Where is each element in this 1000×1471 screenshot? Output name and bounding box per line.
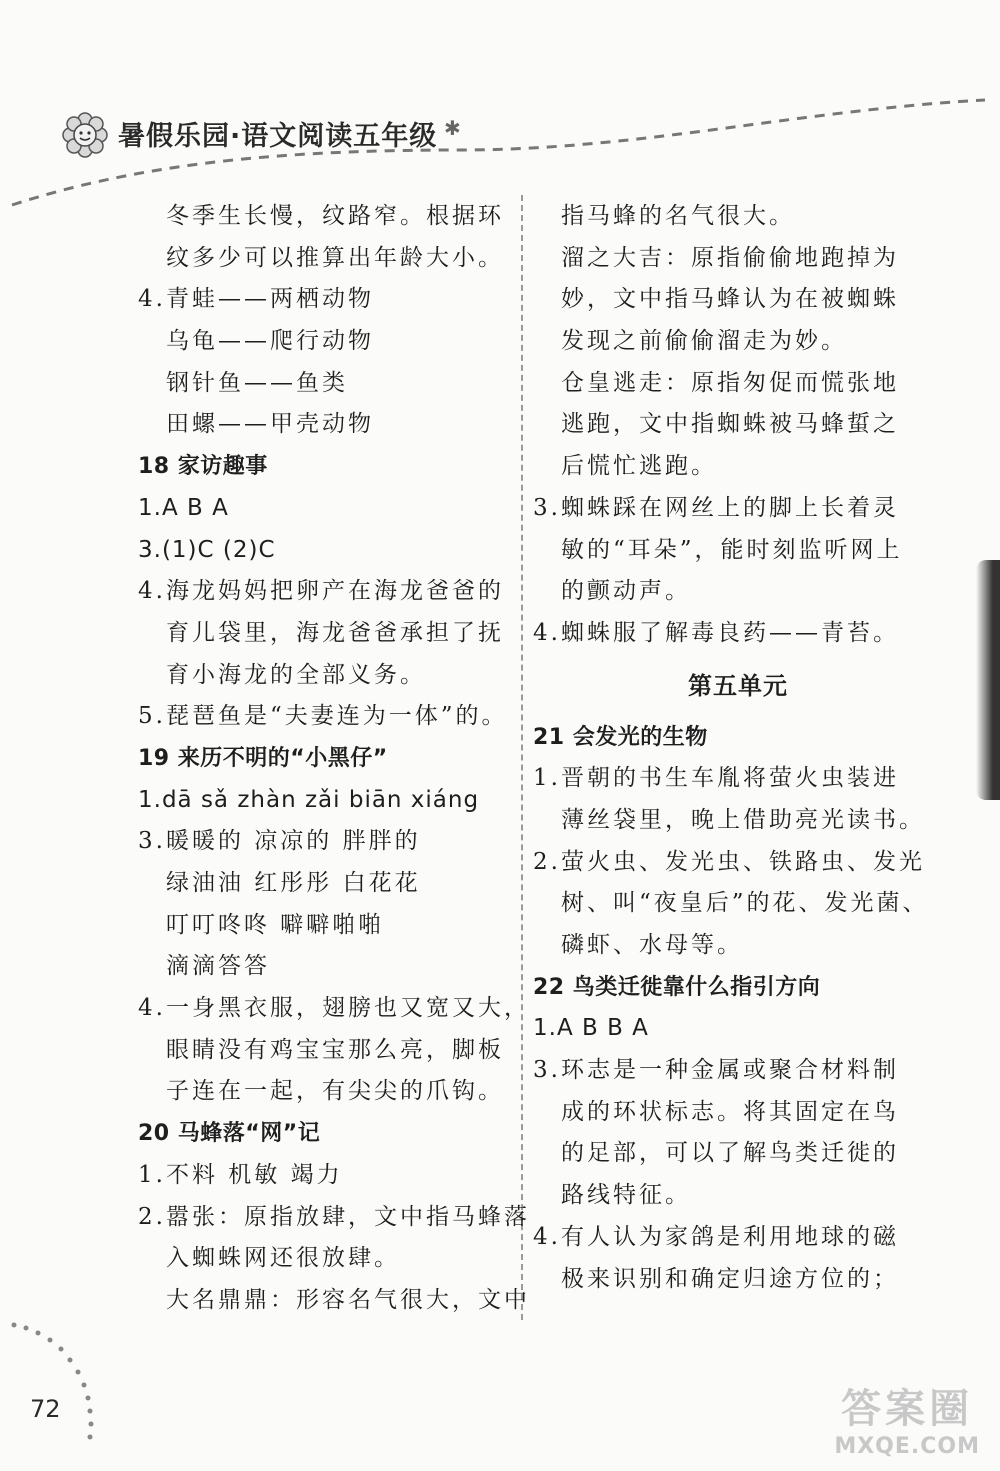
answer-line: 田螺——甲壳动物: [166, 411, 374, 438]
answer-line: 的足部，可以了解鸟类迁徙的: [561, 1140, 899, 1167]
answer-line: 入蜘蛛网还很放肆。: [166, 1245, 400, 1272]
answer-line: 纹多少可以推算出年龄大小。: [166, 244, 504, 271]
star-icon: ✱: [444, 116, 461, 140]
answer-line: 叮叮咚咚 噼噼啪啪: [166, 911, 385, 938]
column-divider: [521, 195, 523, 1320]
answer-line: 3.环志是一种金属或聚合材料制: [533, 1057, 899, 1084]
answer-line: 1.晋朝的书生车胤将萤火虫装进: [533, 765, 899, 792]
answer-line: 大名鼎鼎：形容名气很大，文中: [166, 1286, 530, 1313]
answer-line: 妙，文中指马蜂认为在被蜘蛛: [561, 286, 899, 313]
answer-line: 溜之大吉：原指偷偷地跑掉为: [561, 244, 899, 271]
answer-line: 4.一身黑衣服，翅膀也又宽又大，: [138, 995, 530, 1022]
answer-line: 树、叫“夜皇后”的花、发光菌、: [561, 890, 929, 917]
answer-line: 1.A B A: [138, 494, 229, 521]
left-column: [138, 196, 530, 1322]
answer-line: 4.海龙妈妈把卵产在海龙爸爸的: [138, 578, 504, 605]
answer-line: 3.暖暖的 凉凉的 胖胖的: [138, 828, 421, 855]
answer-line: 5.琵琶鱼是“夫妻连为一体”的。: [138, 703, 508, 730]
answer-line: 仓皇逃走：原指匆促而慌张地: [561, 369, 899, 396]
book-title: 暑假乐园·语文阅读五年级: [118, 121, 438, 152]
watermark-logo-text: 答案圈: [841, 1386, 974, 1432]
answer-line: 敏的“耳朵”，能时刻监听网上: [561, 536, 903, 563]
watermark-url: MXQE.COM: [834, 1434, 980, 1459]
answer-line: 3.(1)C (2)C: [138, 536, 276, 563]
answer-line: 1.dā sǎ zhàn zǎi biān xiáng: [138, 786, 480, 813]
answer-line: 4.有人认为家鸽是利用地球的磁: [533, 1223, 899, 1250]
answer-line: 指马蜂的名气很大。: [561, 203, 795, 229]
answer-line: 绿油油 红彤彤 白花花: [166, 870, 421, 896]
section-heading: 22 鸟类迁徙靠什么指引方向: [533, 974, 821, 1000]
section-heading: 19 来历不明的“小黑仔”: [138, 745, 388, 771]
answer-line: 磷虾、水母等。: [561, 932, 743, 958]
right-column: [533, 196, 929, 1300]
answer-line: 成的环状标志。将其固定在鸟: [561, 1098, 899, 1125]
page-number: 72: [30, 1395, 61, 1423]
section-heading: 18 家访趣事: [138, 454, 268, 480]
answer-line: 钢针鱼——鱼类: [166, 369, 348, 396]
answer-line: 薄丝袋里，晚上借助亮光读书。: [561, 806, 925, 833]
answer-line: 1.不料 机敏 竭力: [138, 1161, 343, 1188]
answer-line: 滴滴答答: [166, 953, 270, 980]
answer-line: 2.萤火虫、发光虫、铁路虫、发光: [533, 848, 925, 875]
answer-line: 4.青蛙——两栖动物: [138, 286, 374, 313]
answer-line: 2.嚣张：原指放肆，文中指马蜂落: [138, 1203, 530, 1230]
answer-line: 子连在一起，有尖尖的爪钩。: [166, 1078, 504, 1105]
page-edge-shadow: [976, 560, 1000, 800]
answer-line: 极来识别和确定归途方位的；: [561, 1265, 899, 1292]
answer-line: 育小海龙的全部义务。: [166, 661, 426, 688]
section-heading: 第五单元: [688, 671, 788, 700]
answer-line: 路线特征。: [561, 1182, 691, 1209]
answer-line: 的颤动声。: [561, 578, 691, 605]
answer-line: 乌龟——爬行动物: [166, 328, 374, 355]
answer-line: 逃跑，文中指蜘蛛被马蜂蜇之: [561, 411, 899, 438]
section-heading: 20 马蜂落“网”记: [138, 1121, 321, 1147]
dotted-arc-decoration: [0, 0, 110, 1471]
section-heading: 21 会发光的生物: [533, 724, 708, 750]
watermark: [834, 1377, 980, 1459]
answer-line: 育儿袋里，海龙爸爸承担了抚: [166, 619, 504, 646]
answer-line: 眼睛没有鸡宝宝那么亮，脚板: [166, 1036, 504, 1063]
answer-line: 后慌忙逃跑。: [561, 453, 717, 480]
answer-line: 4.蜘蛛服了解毒良药——青苔。: [533, 619, 899, 646]
answer-line: 3.蜘蛛踩在网丝上的脚上长着灵: [533, 494, 899, 521]
answer-line: 冬季生长慢，纹路窄。根据环: [166, 203, 504, 229]
answer-line: 1.A B B A: [533, 1015, 649, 1042]
answer-line: 发现之前偷偷溜走为妙。: [561, 328, 847, 355]
